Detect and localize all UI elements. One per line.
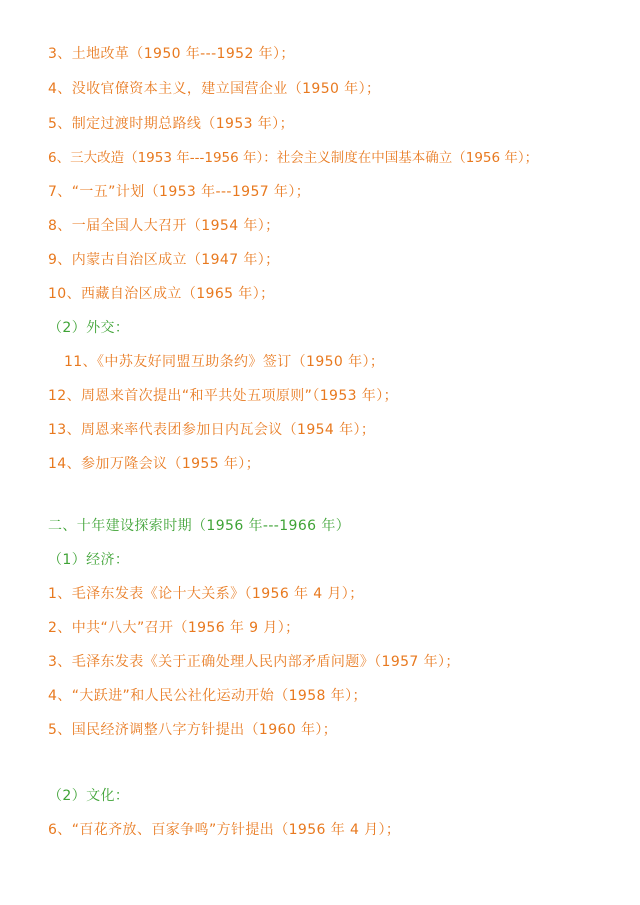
item-6-three-transformations: 6、三大改造（1953 年---1956 年）：社会主义制度在中国基本确立（1956 年）； xyxy=(48,150,539,166)
section-heading-ten-years: 二、十年建设探索时期（1956 年---1966 年） xyxy=(48,518,351,534)
item-4-great-leap-forward: 4、“大跃进”和人民公社化运动开始（1958 年）； xyxy=(48,688,367,704)
item-12-five-principles: 12、周恩来首次提出“和平共处五项原则”（1953 年）； xyxy=(48,388,398,404)
item-10-tibet: 10、西藏自治区成立（1965 年）； xyxy=(48,286,275,302)
item-1-ten-relationships: 1、毛泽东发表《论十大关系》（1956 年 4 月）； xyxy=(48,586,364,602)
subheading-economy: （1）经济： xyxy=(48,552,130,568)
item-5-adjustment-policy: 5、国民经济调整八字方针提出（1960 年）； xyxy=(48,722,338,738)
item-9-inner-mongolia: 9、内蒙古自治区成立（1947 年）； xyxy=(48,252,280,268)
subheading-culture: （2）文化： xyxy=(48,788,130,804)
item-2-eighth-congress: 2、中共“八大”召开（1956 年 9 月）； xyxy=(48,620,300,636)
item-11-sino-soviet-treaty: 11、《中苏友好同盟互助条约》签订（1950 年）； xyxy=(64,354,385,370)
item-14-bandung-conference: 14、参加万隆会议（1955 年）； xyxy=(48,456,261,472)
item-5-general-line: 5、制定过渡时期总路线（1953 年）； xyxy=(48,116,294,132)
item-3-land-reform: 3、土地改革（1950 年---1952 年）； xyxy=(48,46,295,62)
item-3-contradictions: 3、毛泽东发表《关于正确处理人民内部矛盾问题》（1957 年）； xyxy=(48,654,460,670)
item-6-hundred-flowers: 6、“百花齐放、百家争鸣”方针提出（1956 年 4 月）； xyxy=(48,822,401,838)
subheading-diplomacy: （2）外交： xyxy=(48,320,130,336)
item-13-geneva-conference: 13、周恩来率代表团参加日内瓦会议（1954 年）； xyxy=(48,422,376,438)
item-7-first-five-year-plan: 7、“一五”计划（1953 年---1957 年）； xyxy=(48,184,311,200)
item-4-state-enterprises: 4、没收官僚资本主义，建立国营企业（1950 年）； xyxy=(48,81,381,97)
item-8-first-npc: 8、一届全国人大召开（1954 年）； xyxy=(48,218,280,234)
